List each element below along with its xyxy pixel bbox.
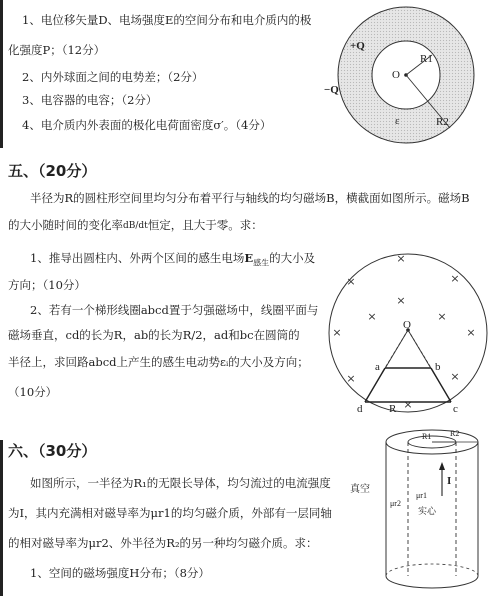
s5-item1-text: 1、推导出圆柱内、外两个区间的感生电场 [30, 251, 245, 265]
s5-item1-line2: 方向；（10分） [8, 278, 86, 292]
x-mark: × [346, 372, 356, 385]
e-symbol: E [244, 251, 254, 265]
x-mark: × [437, 310, 447, 323]
mu-r2-label: μr2 [390, 499, 401, 508]
magnetic-field-figure [325, 250, 491, 416]
coaxial-conductor-figure [350, 426, 494, 596]
minus-q-label: −Q [324, 84, 339, 96]
label-d: d [357, 403, 363, 415]
vacuum-label: 真空 [350, 484, 370, 495]
r1-label: R1 [422, 432, 432, 441]
x-mark: × [450, 272, 460, 285]
s5-paragraph-line2 [8, 218, 263, 232]
dashed-oa [385, 330, 408, 368]
s5-item2-line4: （10分） [8, 385, 58, 399]
label-r: R [389, 403, 397, 415]
s5-item2-text-end: ，ad和bc在圆筒的 [202, 328, 300, 342]
margin-bar-bottom [0, 440, 3, 596]
e-subscript: 感生 [253, 258, 270, 268]
q4-item1-line1: 1、电位移矢量D、电场强度E的空间分布和电介质内的极 [22, 13, 312, 27]
s5-item2-text: 磁场垂直，cd的长为R，ab的长为 [8, 328, 183, 342]
x-mark: × [403, 398, 413, 411]
s5-rate-text-end: 恒定，且大于零。求： [147, 218, 263, 232]
label-c: c [453, 403, 458, 415]
mu-r1-label: μr1 [416, 491, 427, 500]
s6-paragraph-line1: 如图所示，一半径为R₁的无限长导体，均匀流过的电流强度 [30, 476, 331, 490]
s5-item2-line2 [8, 328, 300, 342]
x-mark: × [367, 310, 377, 323]
label-o: O [403, 319, 411, 331]
x-mark: × [396, 252, 406, 265]
x-mark: × [450, 370, 460, 383]
q4-item3: 3、电容器的电容；（2分） [22, 93, 158, 107]
x-mark: × [466, 326, 476, 339]
current-label: I [447, 475, 452, 487]
center-o-label: O [392, 69, 400, 81]
db-dt-fraction: dB/dt [123, 220, 148, 231]
epsilon-label: ε [395, 115, 400, 127]
section5-heading: 五、（20分） [8, 162, 97, 180]
section6-heading: 六、（30分） [8, 442, 97, 460]
s6-paragraph-line3: 的相对磁导率为μr2、外半径为R₂的另一种均匀磁介质。求： [8, 536, 318, 550]
dashed-ob [408, 330, 431, 368]
s5-paragraph-line1: 半径为R的圆柱形空间里均匀分布着平行与轴线的均匀磁场B，横截面如图所示。磁场B [30, 191, 470, 205]
frac-numerator: dB [123, 220, 136, 231]
outer-bottom-arc-hidden [386, 564, 478, 576]
label-a: a [375, 361, 380, 373]
field-x-marks [332, 252, 475, 411]
q4-item4: 4、电介质内外表面的极化电荷面密度σ′。（4分） [22, 118, 272, 132]
margin-bar-top [0, 0, 3, 148]
side-ad [365, 368, 385, 402]
r1-label: R1 [420, 53, 433, 65]
x-mark: × [396, 294, 406, 307]
q4-item2: 2、内外球面之间的电势差；（2分） [22, 70, 204, 84]
side-bc [431, 368, 451, 402]
s5-item2-line3: 半径上，求回路abcd上产生的感生电动势εᵢ的大小及方向； [8, 355, 309, 369]
r2-label: R2 [450, 429, 460, 438]
s5-item1-text-end: 的大小及 [269, 251, 316, 265]
x-mark: × [332, 326, 342, 339]
r2-label: R2 [436, 116, 449, 128]
outer-bottom-arc [386, 576, 478, 588]
r-half: R/2 [182, 328, 203, 342]
plus-q-label: +Q [350, 40, 365, 52]
s6-item1: 1、空间的磁场强度H分布；（8分） [30, 566, 210, 580]
solid-core-label: 实心 [418, 506, 437, 516]
spherical-capacitor-figure [322, 0, 494, 152]
label-b: b [435, 361, 441, 373]
frac-denominator: dt [138, 220, 148, 231]
s5-item2-line1: 2、若有一个梯形线圈abcd置于匀强磁场中，线圈平面与 [30, 303, 319, 317]
x-mark: × [346, 275, 356, 288]
s5-rate-text: 的大小随时间的变化率 [8, 218, 123, 232]
s5-item1-line1 [30, 251, 315, 270]
s6-paragraph-line2: 为I，其内充满相对磁导率为μr1的均匀磁介质，外部有一层同轴 [8, 506, 332, 520]
current-arrowhead [439, 462, 445, 470]
q4-item1-line2: 化强度P；（12分） [8, 43, 106, 57]
